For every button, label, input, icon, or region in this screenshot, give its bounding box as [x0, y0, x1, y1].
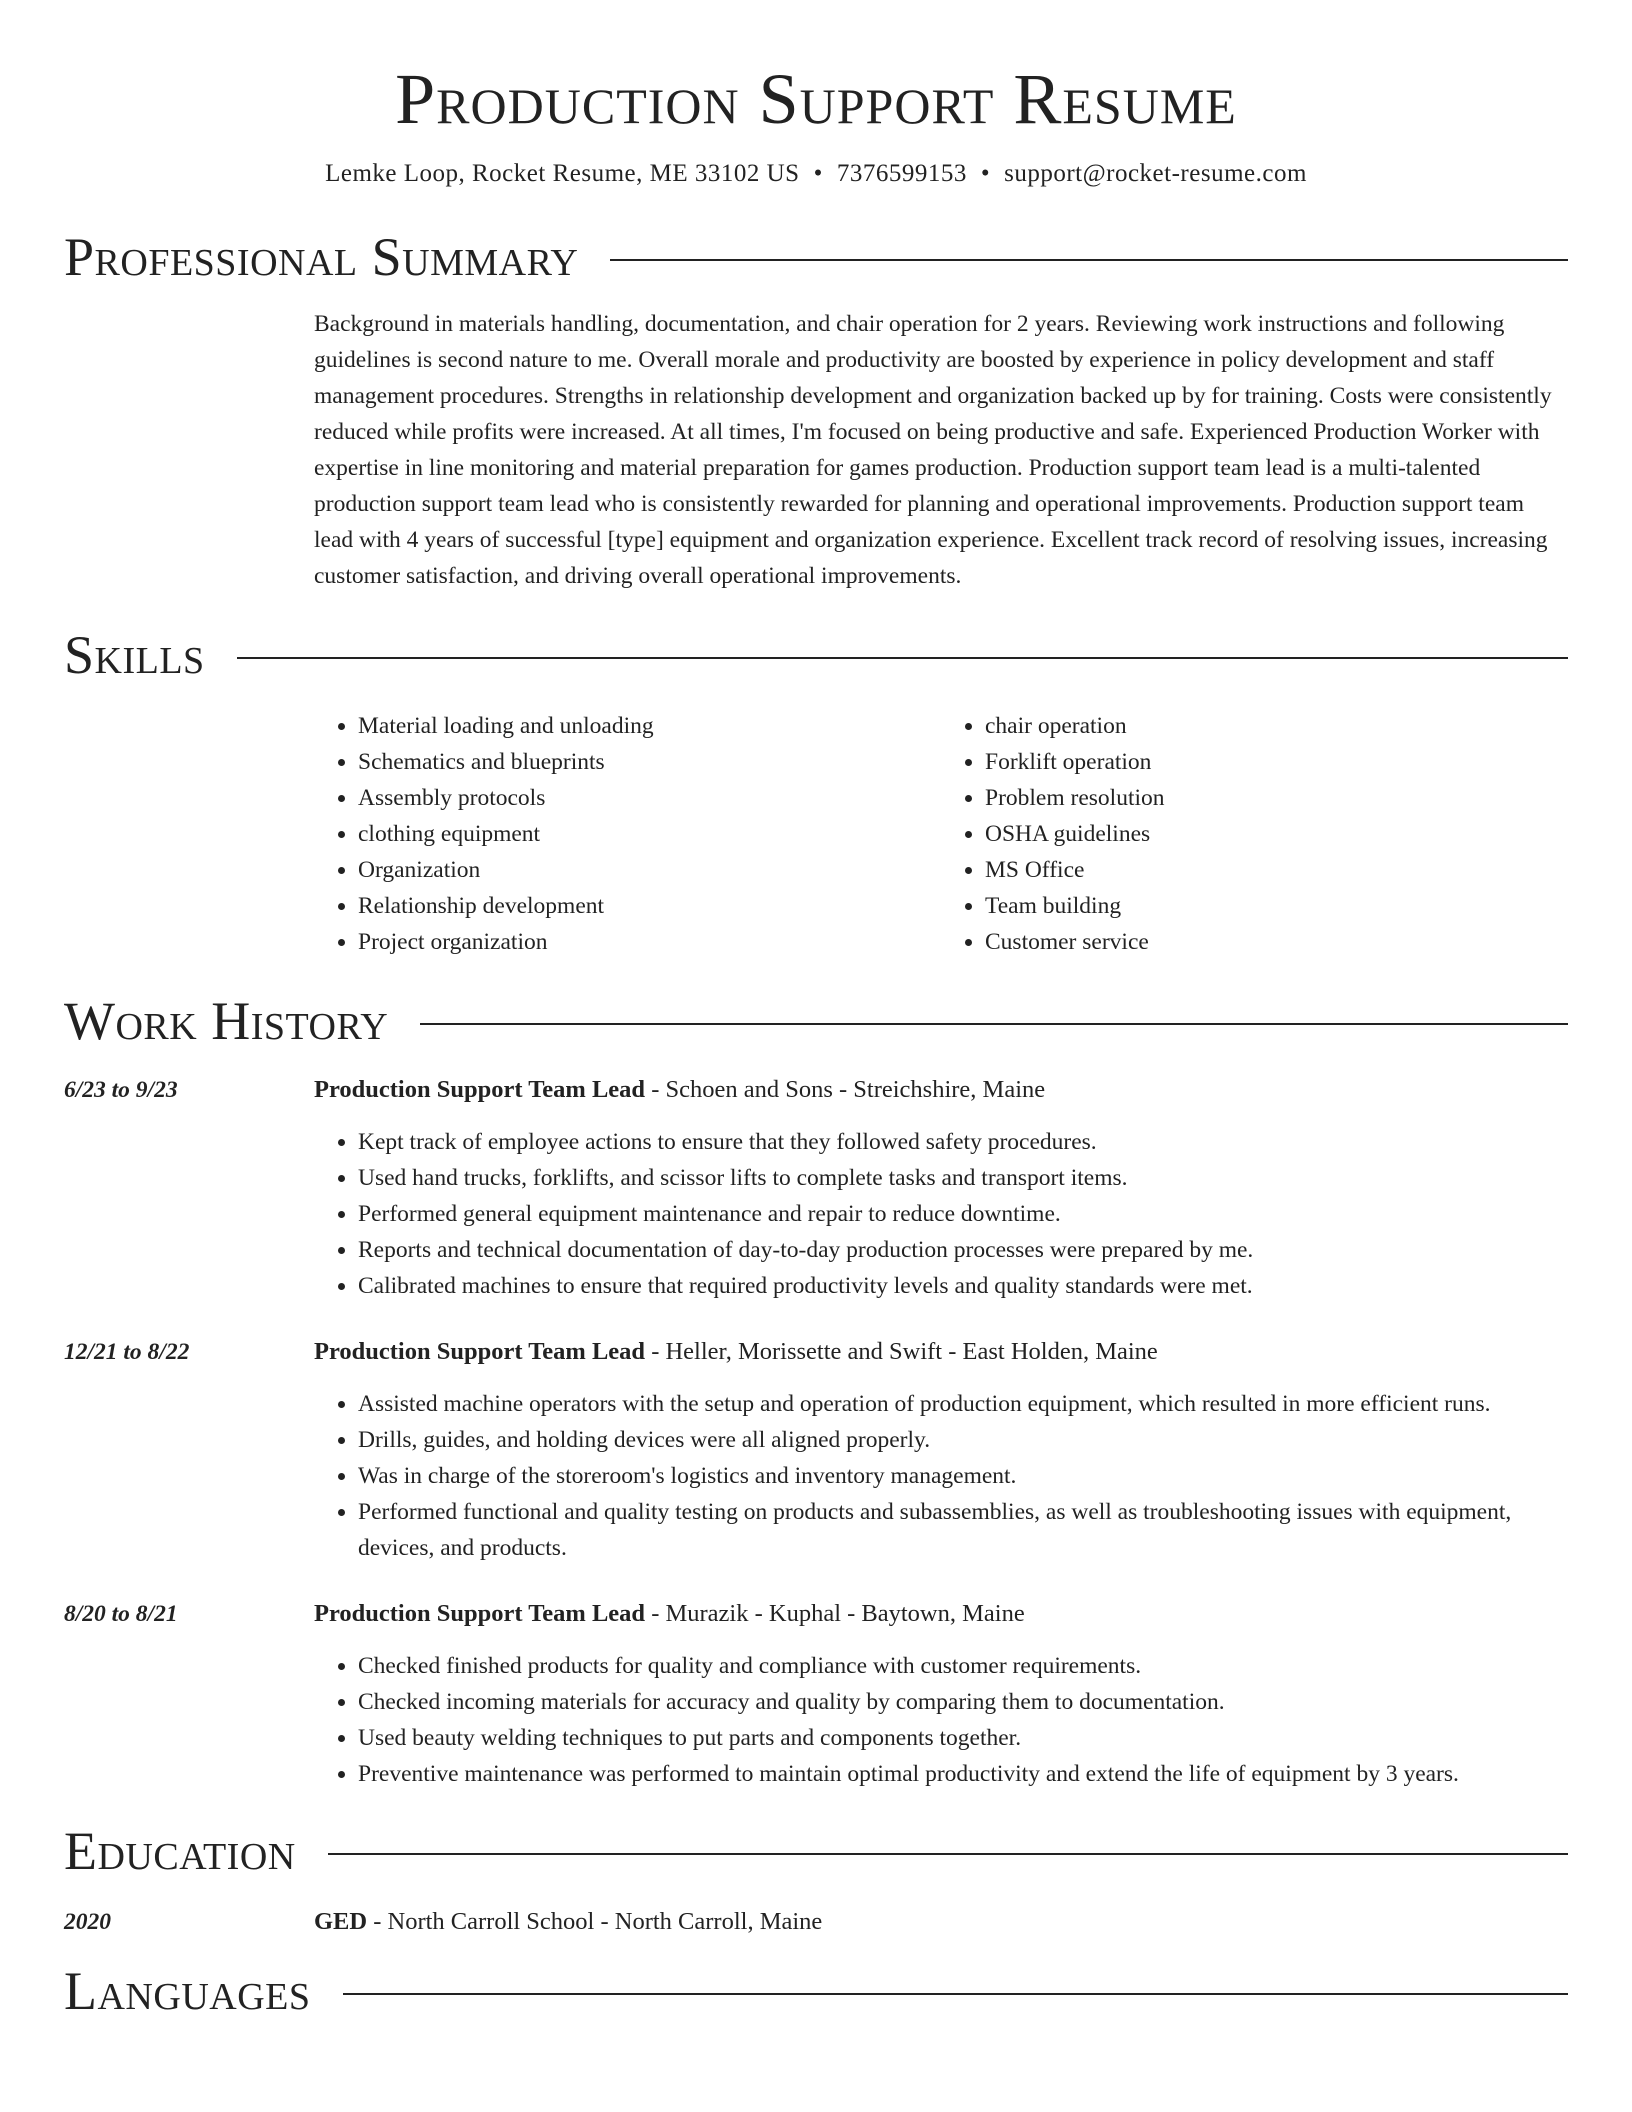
work-history-heading: Work History	[64, 991, 389, 1052]
job-bullets	[314, 1124, 1568, 1304]
job-bullet: • Kept track of employee actions to ensure that they followed safety procedures.	[358, 1124, 1568, 1160]
job-title-line	[314, 1072, 1568, 1108]
job-entry	[64, 1334, 1568, 1566]
job-title-line	[314, 1334, 1568, 1370]
job-bullet: • Was in charge of the storeroom's logistics and inventory management.	[358, 1458, 1568, 1494]
skill-item: • Problem resolution	[985, 780, 1568, 816]
skill-item: • Relationship development	[358, 888, 941, 924]
job-details	[314, 1072, 1568, 1304]
education-school: - North Carroll School - North Carroll, Maine	[367, 1908, 823, 1936]
skill-item: • Team building	[985, 888, 1568, 924]
job-bullet: • Performed general equipment maintenance and repair to reduce downtime.	[358, 1196, 1568, 1232]
skills-section	[64, 620, 1568, 960]
job-entry	[64, 1596, 1568, 1792]
section-divider	[328, 1853, 1568, 1855]
education-heading: Education	[64, 1821, 296, 1882]
job-bullet: • Performed functional and quality testing on products and subassemblies, as well as troubleshooting issues with equipment, devices, and products.	[358, 1494, 1568, 1566]
education-date: 2020	[64, 1909, 111, 1936]
job-employer: - Schoen and Sons - Streichshire, Maine	[645, 1076, 1046, 1104]
job-employer: - Murazik - Kuphal - Baytown, Maine	[645, 1600, 1025, 1628]
job-title: Production Support Team Lead	[314, 1338, 646, 1366]
job-bullet: • Drills, guides, and holding devices were all aligned properly.	[358, 1422, 1568, 1458]
skill-item: • Organization	[358, 852, 941, 888]
job-date: 8/20 to 8/21	[64, 1601, 178, 1628]
skill-item: • chair operation	[985, 708, 1568, 744]
job-date: 12/21 to 8/22	[64, 1339, 190, 1366]
job-bullet: • Assisted machine operators with the setup and operation of production equipment, which resulted in more efficient runs.	[358, 1386, 1568, 1422]
job-bullets	[314, 1648, 1568, 1792]
skill-item: • OSHA guidelines	[985, 816, 1568, 852]
contact-address: Lemke Loop, Rocket Resume, ME 33102 US	[325, 160, 800, 188]
job-bullet: • Checked incoming materials for accuracy and quality by comparing them to documentation.	[358, 1684, 1568, 1720]
job-title: Production Support Team Lead	[314, 1600, 646, 1628]
education-section-header	[64, 1816, 1568, 1886]
resume-title: Production Support Resume	[395, 59, 1237, 139]
job-details	[314, 1596, 1568, 1792]
education-details	[314, 1904, 822, 1940]
section-divider	[420, 1023, 1568, 1025]
job-title: Production Support Team Lead	[314, 1076, 646, 1104]
education-degree: GED	[314, 1908, 368, 1936]
job-bullets	[314, 1386, 1568, 1566]
section-divider	[237, 657, 1568, 659]
skill-item: • Customer service	[985, 924, 1568, 960]
job-employer: - Heller, Morissette and Swift - East Holden, Maine	[645, 1338, 1158, 1366]
contact-line	[64, 160, 1568, 188]
skills-list-right	[941, 708, 1568, 960]
skills-section-header	[64, 620, 1568, 690]
education-section	[64, 1816, 1568, 1940]
languages-section	[64, 1956, 1568, 2026]
skills-list-left	[314, 708, 941, 960]
skill-item: • Assembly protocols	[358, 780, 941, 816]
job-bullet: • Reports and technical documentation of day-to-day production processes were prepared by me.	[358, 1232, 1568, 1268]
contact-email: support@rocket-resume.com	[1004, 160, 1307, 188]
education-entry	[64, 1904, 1568, 1940]
job-date: 6/23 to 9/23	[64, 1077, 178, 1104]
job-bullet: • Used hand trucks, forklifts, and scissor lifts to complete tasks and transport items.	[358, 1160, 1568, 1196]
skill-item: • Forklift operation	[985, 744, 1568, 780]
summary-text: Background in materials handling, documentation, and chair operation for 2 years. Reviewing work instructions and following guidelines is second nature to me. Overall morale and productivity are boosted by experience in policy development and staff management procedures. Strengths in relationship development and organization backed up by for training. Costs were consistently reduced while profits were increased. At all times, I'm focused on being productive and safe. Experienced Production Worker with expertise in line monitoring and material preparation for games production. Production support team lead is a multi-talented production support team lead who is consistently rewarded for planning and operational improvements. Production support team lead with 4 years of successful [type] equipment and organization experience. Excellent track record of resolving issues, increasing customer satisfaction, and driving overall operational improvements.	[314, 311, 1552, 590]
skill-item: • Project organization	[358, 924, 941, 960]
summary-heading: Professional Summary	[64, 227, 579, 288]
job-bullet: • Preventive maintenance was performed to maintain optimal productivity and extend the life of equipment by 3 years.	[358, 1756, 1568, 1792]
section-divider	[343, 1993, 1569, 1995]
contact-separator: •	[980, 160, 991, 188]
skill-item: • clothing equipment	[358, 816, 941, 852]
work-history-section-header	[64, 986, 1568, 1056]
summary-section-header	[64, 222, 1568, 292]
skill-item: • MS Office	[985, 852, 1568, 888]
contact-separator: •	[813, 160, 823, 188]
languages-heading: Languages	[64, 1961, 311, 2022]
job-details	[314, 1334, 1568, 1566]
work-history-section	[64, 986, 1568, 1792]
section-divider	[610, 259, 1568, 261]
skill-item: • Schematics and blueprints	[358, 744, 941, 780]
job-bullet: • Calibrated machines to ensure that required productivity levels and quality standards were met.	[358, 1268, 1568, 1304]
resume-header	[64, 0, 1568, 188]
skill-item: • Material loading and unloading	[358, 708, 941, 744]
languages-section-header	[64, 1956, 1568, 2026]
summary-section	[64, 222, 1568, 594]
job-title-line	[314, 1596, 1568, 1632]
skills-heading: Skills	[64, 625, 205, 686]
contact-phone: 7376599153	[836, 160, 967, 188]
job-entry	[64, 1072, 1568, 1304]
job-bullet: • Used beauty welding techniques to put parts and components together.	[358, 1720, 1568, 1756]
skills-columns	[314, 708, 1568, 960]
job-bullet: • Checked finished products for quality and compliance with customer requirements.	[358, 1648, 1568, 1684]
